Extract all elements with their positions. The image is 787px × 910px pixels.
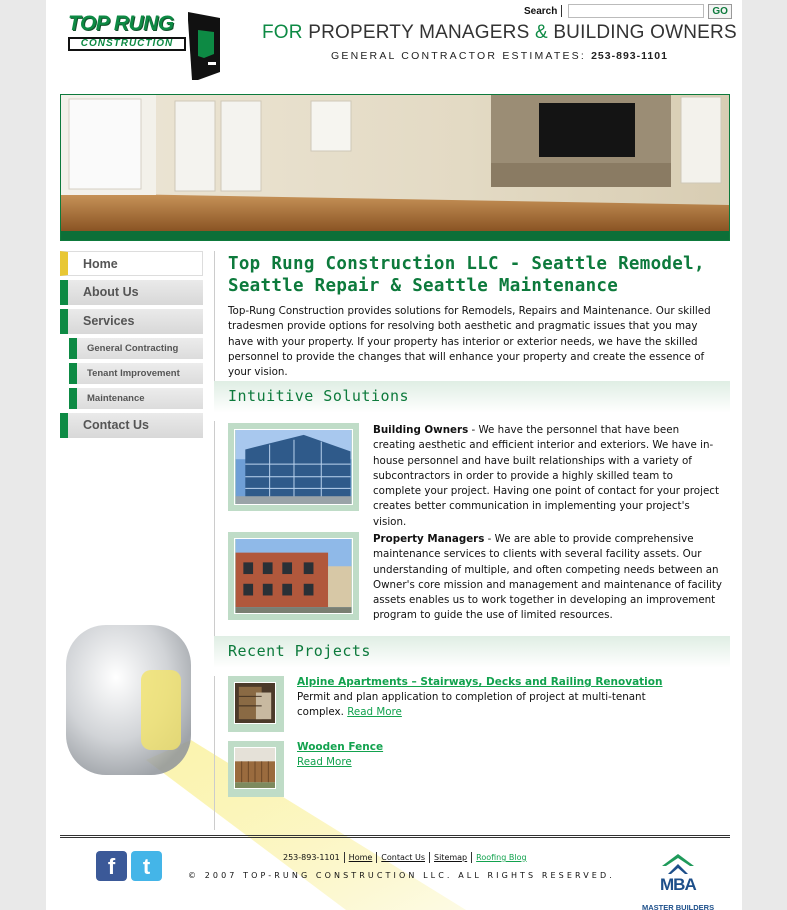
page [46,0,742,910]
property-managers-title: Property Managers [373,533,485,545]
ladder-icon [184,10,224,82]
nav-about-us[interactable]: About Us [60,280,203,305]
sidebar-nav [60,251,203,442]
building-owners-text [373,423,723,530]
search-bar [524,3,732,19]
alpine-apartments-link[interactable]: Alpine Apartments – Stairways, Decks and Railing Renovation [297,676,663,688]
estimates-phone: 253-893-1101 [591,50,668,62]
social-links [96,851,162,881]
logo[interactable] [68,10,228,84]
building-owners-desc: - We have the personnel that have been creating aesthetic and efficient interior and exteriors. We have in-house personnel and have built relationships with a variety of subcontractors in order to provide a highly skilled team to complete your project. Having one point of contact for your project creates better communication in implementing your project's vision. [373,424,719,528]
building-owners-title: Building Owners [373,424,469,436]
search-input[interactable] [568,4,704,18]
nav-general-contracting[interactable]: General Contracting [69,338,203,359]
property-managers-text [373,532,723,624]
logo-bottom-text: CONSTRUCTION [68,37,186,51]
facebook-icon[interactable]: f [96,851,127,881]
wooden-fence-read-more[interactable]: Read More [297,756,352,768]
footer-separator [471,852,472,863]
tagline-property-managers: PROPERTY MANAGERS [308,22,530,43]
building-owners-thumbnail [228,423,359,511]
copyright: © 2007 TOP-RUNG CONSTRUCTION LLC. ALL RIGHTS RESERVED. [188,871,615,880]
footer-contact-link[interactable]: Contact Us [381,853,425,862]
alpine-apartments-text: Permit and plan application to completion of project at multi-tenant complex. [297,691,646,719]
projects-heading-bar [214,636,730,676]
main-content [228,253,728,380]
footer-separator [429,852,430,863]
alpine-apartments-thumbnail[interactable] [228,676,284,732]
property-managers-thumbnail [228,532,359,620]
content-divider [214,251,215,830]
page-title: Top Rung Construction LLC - Seattle Remodel, Seattle Repair & Seattle Maintenance [228,254,705,296]
nav-home[interactable]: Home [60,251,203,276]
hero-image [60,94,730,241]
projects-heading: Recent Projects [228,642,371,660]
intro-paragraph: Top-Rung Construction provides solutions for Remodels, Repairs and Maintenance. Our skilled tradesmen provide options for resolving both aesthetic and pragmatic issues that you may have with your property. If your property has interior or exterior needs, we have the skilled personnel to provide the changes that will enhance your property and create the essence of your vision. [228,305,711,379]
mba-subtitle: MASTER BUILDERS [642,903,715,910]
search-go-button[interactable]: GO [708,4,732,19]
wooden-fence-desc [297,755,657,770]
footer-roofing-blog-link[interactable]: Roofing Blog [476,853,527,862]
solutions-heading-bar [214,381,730,421]
wooden-fence-link[interactable]: Wooden Fence [297,741,384,753]
wooden-fence-thumbnail[interactable] [228,741,284,797]
estimates-line [331,50,668,62]
tagline-ampersand: & [534,22,548,43]
nav-services[interactable]: Services [60,309,203,334]
footer-divider [60,835,730,838]
tagline-building-owners: BUILDING OWNERS [553,22,737,43]
alpine-apartments-desc [297,690,657,721]
tagline-for: FOR [262,22,303,43]
alpine-apartments-read-more[interactable]: Read More [347,706,402,719]
footer-phone: 253-893-1101 [283,853,340,862]
search-separator [561,5,562,17]
nav-maintenance[interactable]: Maintenance [69,388,203,409]
master-builders-logo[interactable] [642,852,718,910]
footer-sitemap-link[interactable]: Sitemap [434,853,468,862]
search-label: Search [524,5,558,17]
solutions-heading: Intuitive Solutions [228,387,410,405]
property-managers-desc: - We are able to provide comprehensive maintenance services to clients with several facility assets. Our understanding of multiple, and often competing needs between an Owner's core mission and management and maintenance of facility assets enables us to work together in developing an improvement program to guide the use of limited resources. [373,533,723,622]
footer-separator [376,852,377,863]
footer-links [283,852,527,863]
mba-letters: MBA [660,875,696,894]
twitter-icon[interactable]: t [131,851,162,881]
estimates-label: GENERAL CONTRACTOR ESTIMATES: [331,50,586,62]
nav-tenant-improvement[interactable]: Tenant Improvement [69,363,203,384]
header-tagline [262,22,737,44]
footer-home-link[interactable]: Home [348,853,373,862]
nav-contact-us[interactable]: Contact Us [60,413,203,438]
logo-top-text: TOP RUNG [68,12,174,35]
footer-separator [344,852,345,863]
